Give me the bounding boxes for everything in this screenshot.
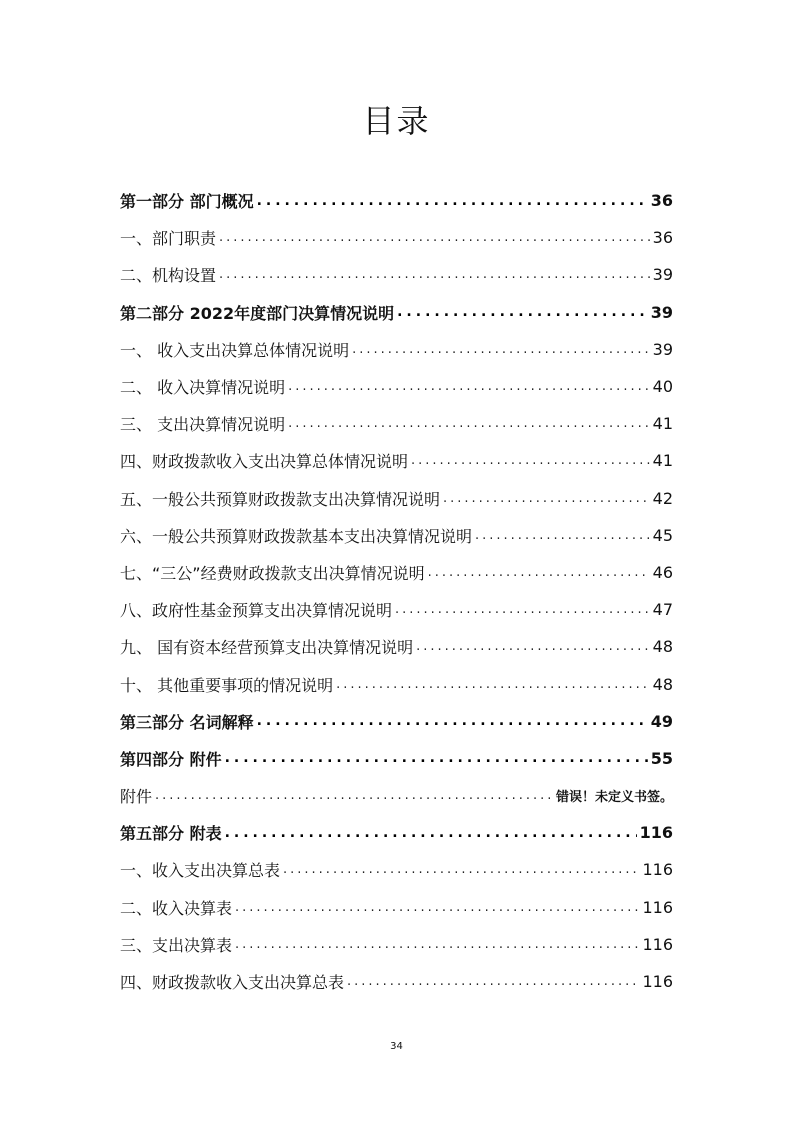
toc-entry-label: 第一部分 部门概况: [120, 192, 254, 212]
toc-entry-page: 116: [642, 860, 673, 880]
toc-entry[interactable]: [120, 219, 673, 256]
toc-dot-leader: [257, 193, 648, 209]
toc-entry-label: 二、收入决算表: [120, 898, 233, 918]
toc-entry-label: 四、财政拨款收入支出决算总体情况说明: [120, 452, 409, 472]
toc-entry-page: 116: [639, 823, 673, 843]
toc-entry[interactable]: [120, 368, 673, 405]
toc-dot-leader: [416, 639, 650, 654]
toc-entry-label: 四、财政拨款收入支出决算总表: [120, 973, 345, 993]
toc-entry-label: 第二部分 2022年度部门决算情况说明: [120, 303, 395, 323]
toc-entry-label: 七、“三公”经费财政拨款支出决算情况说明: [120, 563, 425, 583]
toc-dot-leader: [397, 304, 648, 320]
toc-entry[interactable]: [120, 442, 673, 479]
toc-entry[interactable]: [120, 963, 673, 1000]
toc-dot-leader: [395, 602, 650, 617]
toc-dot-leader: [257, 713, 648, 729]
toc-entry-page: 41: [652, 414, 673, 434]
toc-entry[interactable]: [120, 851, 673, 888]
toc-entry-label: 二、机构设置: [120, 266, 217, 286]
toc-entry-label: 一、 收入支出决算总体情况说明: [120, 340, 350, 360]
toc-entry-label: 三、 支出决算情况说明: [120, 415, 286, 435]
toc-entry-label: 八、政府性基金预算支出决算情况说明: [120, 601, 393, 621]
toc-dot-leader: [443, 491, 650, 506]
page-number: 34: [390, 1041, 403, 1052]
toc-entry[interactable]: [120, 777, 673, 814]
toc-entry-page: 55: [650, 748, 673, 768]
toc-entry-page: 41: [652, 451, 673, 471]
toc-entry[interactable]: [120, 182, 673, 219]
toc-entry-label: 一、部门职责: [120, 229, 217, 249]
toc-dot-leader: [235, 900, 639, 915]
toc-dot-leader: [288, 379, 650, 394]
toc-entry-page: 42: [652, 488, 673, 508]
toc-entry[interactable]: [120, 256, 673, 293]
toc-entry-page: 错误！未定义书签。: [555, 790, 673, 806]
toc-entry-label: 三、支出决算表: [120, 935, 233, 955]
toc-entry[interactable]: [120, 628, 673, 665]
toc-entry[interactable]: [120, 740, 673, 777]
toc-entry[interactable]: [120, 889, 673, 926]
toc-entry-page: 36: [652, 228, 673, 248]
toc-dot-leader: [411, 453, 650, 468]
toc-entry-page: 39: [652, 339, 673, 359]
toc-entry-label: 五、一般公共预算财政拨款支出决算情况说明: [120, 489, 441, 509]
toc-entry[interactable]: [120, 926, 673, 963]
toc-entry-page: 48: [652, 637, 673, 657]
toc-entry-label: 一、收入支出决算总表: [120, 861, 281, 881]
toc-dot-leader: [225, 750, 648, 766]
toc-dot-leader: [475, 528, 650, 543]
toc-entry[interactable]: [120, 554, 673, 591]
toc-entry-label: 十、 其他重要事项的情况说明: [120, 675, 334, 695]
toc-entry-page: 39: [652, 265, 673, 285]
toc-entry-page: 47: [652, 600, 673, 620]
toc-entry-page: 45: [652, 525, 673, 545]
toc-entry-page: 49: [650, 711, 673, 731]
page-title: 目录: [362, 102, 431, 140]
toc-dot-leader: [283, 862, 639, 877]
toc-entry-page: 39: [650, 302, 673, 322]
toc-entry-page: 40: [652, 377, 673, 397]
toc-entry-label: 二、 收入决算情况说明: [120, 378, 286, 398]
toc-entry-page: 36: [650, 191, 673, 211]
toc-entry[interactable]: [120, 703, 673, 740]
toc-entry[interactable]: [120, 405, 673, 442]
toc-entry-label: 第四部分 附件: [120, 749, 222, 769]
toc-entry-page: 46: [652, 562, 673, 582]
toc-entry[interactable]: [120, 480, 673, 517]
toc-entry[interactable]: [120, 814, 673, 851]
toc-entry-page: 116: [642, 897, 673, 917]
toc-dot-leader: [428, 565, 650, 580]
toc-entry-page: 48: [652, 674, 673, 694]
toc-entry-label: 第三部分 名词解释: [120, 712, 254, 732]
toc-entry[interactable]: [120, 665, 673, 702]
toc-entry[interactable]: [120, 331, 673, 368]
toc-entry-label: 六、一般公共预算财政拨款基本支出决算情况说明: [120, 526, 473, 546]
toc-entry-label: 附件: [120, 787, 153, 807]
toc-entry-page: 116: [642, 934, 673, 954]
toc-dot-leader: [336, 677, 650, 692]
table-of-contents: [120, 182, 673, 1000]
toc-entry[interactable]: [120, 294, 673, 331]
toc-entry[interactable]: [120, 517, 673, 554]
toc-dot-leader: [235, 937, 639, 952]
toc-dot-leader: [155, 788, 553, 803]
toc-dot-leader: [347, 974, 639, 989]
toc-dot-leader: [219, 267, 650, 282]
toc-entry-label: 九、 国有资本经营预算支出决算情况说明: [120, 638, 414, 658]
toc-dot-leader: [219, 230, 650, 245]
toc-dot-leader: [288, 416, 650, 431]
toc-entry[interactable]: [120, 591, 673, 628]
toc-entry-label: 第五部分 附表: [120, 824, 222, 844]
toc-dot-leader: [352, 342, 650, 357]
toc-entry-page: 116: [642, 972, 673, 992]
toc-dot-leader: [225, 825, 637, 841]
